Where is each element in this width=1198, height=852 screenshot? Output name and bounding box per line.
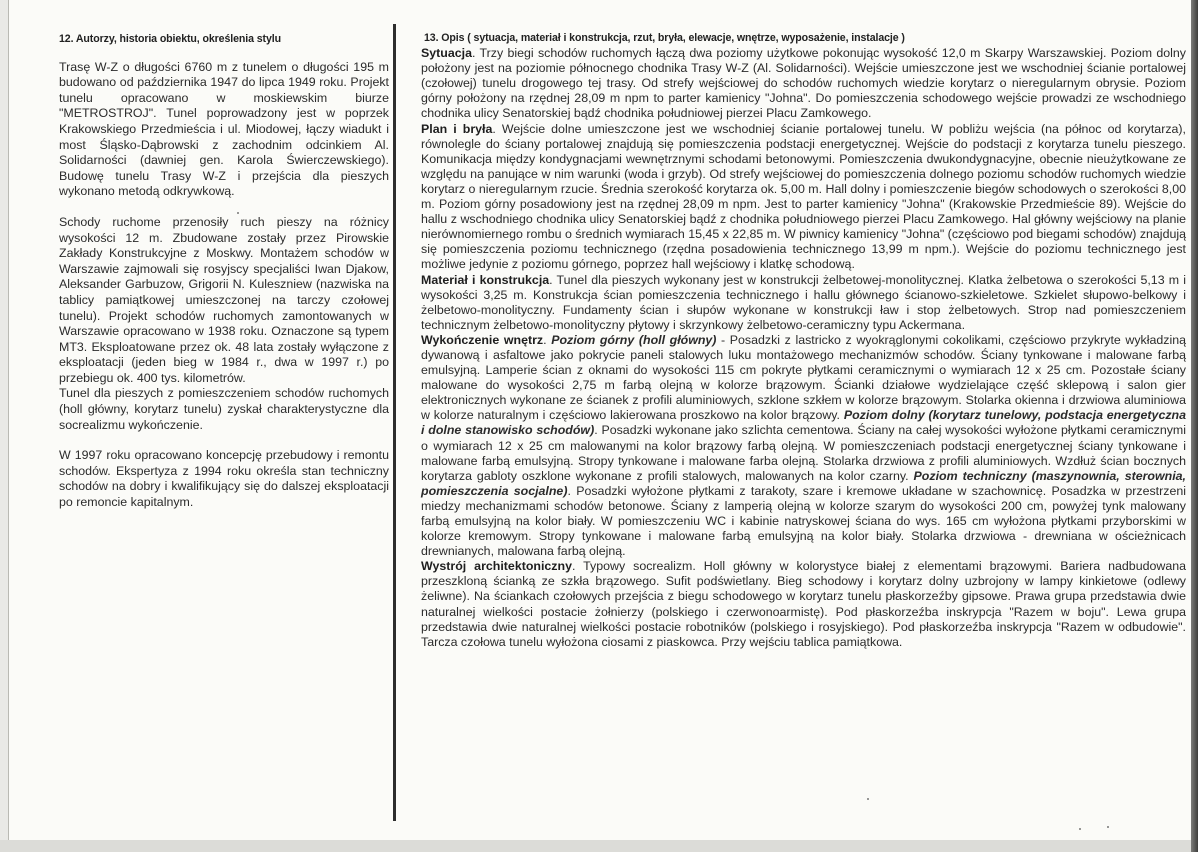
label-sytuacja: Sytuacja xyxy=(421,46,472,61)
label-plan: Plan i bryła xyxy=(421,121,493,136)
paragraph-sytuacja xyxy=(421,46,1186,121)
sublabel-poziom-techniczny: Poziom techniczny (maszynownia, sterownia, pomieszczenia socjalne) xyxy=(421,468,1186,498)
section-heading-12: 12. Autorzy, historia obiektu, określenia stylu xyxy=(59,33,281,45)
label-material: Materiał i konstrukcja xyxy=(421,272,550,287)
text-wykonczenie-4: . Posadzki wyłożone płytkami z tarakoty, szare i kremowe układane w szachownicę. Posadzka w przestrzeni miedzy mechanizmami schodów betonowe. Ściany z lamperią olejną w kolorze szarym do wysokości 200 cm, powyżej tynk malowany farbą emulsyjną na kolor biały. W pomieszczeniu WC i kabinie natryskowej ściana do wys. 165 cm wyłożona płytkami przyborskimi w kolorze kremowym. Stropy tynkowane i malowane farbą emulsyjną na kolor biały. Stolarka drzwiowa - drewniana w ościeżnicach drewnianych, malowana farbą olejną. xyxy=(421,483,1186,559)
section-heading-13: 13. Opis ( sytuacja, materiał i konstrukcja, rzut, bryła, elewacje, wnętrze, wyposażenie, instalacje ) xyxy=(424,32,905,44)
scan-speck xyxy=(1079,828,1081,830)
text-wykonczenie-2: - Posadzki z lastricko z wyokrąglonymi cokolikami, częściowo przykryte wykładziną dywanową i asfaltowe jako pokrycie paneli stalowych luku montażowego mechanizmów schodów. Ściany tynkowane i malowane farbą emulsyjną. Lamperie ścian z oknami do wysokości 115 cm pokryte płytkami ceramicznymi o wymiarach 12 x 25 cm. Pozostałe ściany malowane do wysokości 2,75 m farbą olejną w kolorze brązowym. Ścianki działowe wydzielające część sklepową i salon gier elektronicznych wykonane ze ścianek z profili aluminiowych, szklone szkłem w kolorze brązowym. Stolarka okienna i drzwiowa aluminiowa w kolorze naturalnym i częściowo lakierowana proszkowo na kolor brązowy. xyxy=(421,332,1186,423)
label-wystroj: Wystrój architektoniczny xyxy=(421,559,572,574)
text-wykonczenie-1: . xyxy=(543,332,552,347)
label-wykonczenie: Wykończenie wnętrz xyxy=(421,332,544,347)
scan-speck xyxy=(237,212,239,214)
paragraph-escalators: Schody ruchome przenosiły ruch pieszy na różnicy wysokości 12 m. Zbudowane zostały przez Pirowskie Zakłady Konstrukcyjne z Moskwy. Montażem schodów w Warszawie zajmowali się rosyjscy specjaliści Iwan Djakow, Aleksander Garbuzow, Grigorii N. Kuleszniew (nazwiska na tablicy pamiątkowej umieszczonej na tarczy czołowej tunelu). Projekt schodów ruchomych zamontowanych w Warszawie opracowano w 1938 roku. Oznaczone są typem MT3. Eksploatowane przez ok. 48 lata zostały wyłączone z eksploatacji (jeden bieg w 1984 r., dwa w 1997 r.) po przebiegu ok. 400 tys. kilometrów. xyxy=(59,214,389,385)
text-plan: . Wejście dolne umieszczone jest we wschodniej ścianie portalowej tunelu. W pobliżu wejścia (na północ od korytarza), równolegle do ściany portalowej znajdują się pomieszczenia podstacji energetycznej. Wejście do podstacji z korytarza tunelu pieszego. Komunikacja między kondygnacjami wewnętrznymi schodami betonowymi. Pomieszczenia dwukondygnacyjne, obecnie nieużytkowane ze względu na panujące w nim warunki (woda i grzyb). Od strefy wejściowej do pomieszczenia dolnego poziomu schodów ruchomych wiedzie korytarz o nieregularnym rzucie. Średnia szerokość korytarza ok. 5,00 m. Hall dolny i pomieszczenie biegów schodowych o szerokości 8,00 m. Poziom górny posadowiony jest na rzędnej 28,09 m npm. Jest to parter kamienicy "Johna" (Krakowskie Przedmieście 89). Wejście do hallu z wschodniego chodnika ulicy Senatorskiej bądź z chodnika południowego pierzei Placu Zamkowego. Hal główny wejściowy na planie nierównomiernego rombu o średnich wymiarach 15,45 x 22,85 m. W piwnicy kamienicy "Johna" (częściowo pod biegami schodów) znajdują się pomieszczenia poziomu technicznego (rzędna posadowienia technicznego 13,99 m npm.). Wejście do poziomu technicznego jest możliwe jedynie z poziomu górnego, poprzez hall wejściowy i klatkę schodową. xyxy=(421,121,1186,272)
section-description xyxy=(421,31,1186,650)
column-divider xyxy=(393,24,396,821)
sublabel-poziom-gorny: Poziom górny (holl główny) xyxy=(551,332,717,347)
text-material: . Tunel dla pieszych wykonany jest w konstrukcji żelbetowej-monolitycznej. Klatka żelbetowa o szerokości 5,13 m i wysokości 3,25 m. Konstrukcja ścian pomieszczenia technicznego i hallu głównego ścianowo-szkieletowe. Szkielet słupowo-belkowy i żelbetowo-monolityczny. Fundamenty ścian i słupów wykonane w konstrukcji ław i stop żelbetowych. Strop nad pomieszczeniem technicznym żelbetowo-monolityczny płytowy i skrzynkowy żelbetowo-ceramiczny typu Ackermana. xyxy=(421,272,1186,332)
page-bottom-edge xyxy=(0,840,1198,852)
paragraph-history: Trasę W-Z o długości 6760 m z tunelem o długości 195 m budowano od października 1947 do lipca 1949 roku. Projekt tunelu opracowano w moskiewskim biurze "METROSTROJ". Tunel poprowadzony jest w poprzek Krakowskiego Przedmieścia i ul. Miodowej, łączy wiadukt i most Śląsko-Dąbrowski z zachodnim odcinkiem Al. Solidarności (dawniej gen. Karola Świerczewskiego). Budowę tunelu Trasy W-Z i przejścia dla pieszych wykonano metodą odkrywkową. xyxy=(59,59,389,199)
paragraph-wystroj xyxy=(421,559,1186,650)
paragraph-renovation: W 1997 roku opracowano koncepcję przebudowy i remontu schodów. Ekspertyza z 1994 roku określa stan techniczny schodów na dobry i kwalifikujący się do dalszej eksploatacji po remoncie kapitalnym. xyxy=(59,448,389,510)
scan-speck xyxy=(1107,826,1109,828)
paragraph-plan xyxy=(421,122,1186,273)
sublabel-poziom-dolny: Poziom dolny (korytarz tunelowy, podstacja energetyczna i dolne stanowisko schodów) xyxy=(421,408,1186,438)
page-right-edge xyxy=(1191,0,1198,852)
paragraph-tunnel-finish: Tunel dla pieszych z pomieszczeniem schodów ruchomych (holl główny, korytarz tunelu) zyskał charakterystyczne dla socrealizmu wykończenie. xyxy=(59,386,389,432)
text-wystroj: . Typowy socrealizm. Holl główny w kolorystyce białej z elementami brązowymi. Bariera nadbudowana przeszkloną ścianką ze szkła brązowego. Sufit podświetlany. Bieg schodowy i korytarz dolny uzbrojony w lampy kinkietowe (odlewy żeliwne). Na ściankach czołowych przejścia z biegu schodowego w korytarz tunelu płaskorzeźby gipsowe. Prawa grupa przedstawia dwie naturalnej wielkości postacie żołnierzy (polskiego i czerwonoarmistę). Pod płaskorzeźba inskrypcja "Razem w boju". Lewa grupa przedstawia dwie naturalnej wielkości postacie robotników (polskiego i rosyjskiego). Pod płaskorzeźba inskrypcja "Razem w odbudowie". Tarcza czołowa tunelu wyłożona ciosami z piaskowca. Przy wejściu tablica pamiątkowa. xyxy=(421,559,1186,649)
paragraph-material xyxy=(421,273,1186,333)
text-wykonczenie-3: . Posadzki wykonane jako szlichta cementowa. Ściany na całej wysokości wyłożone płytkami ceramicznymi o wymiarach 12 x 25 cm malowanymi na kolor brązowy farbą olejną. W pomieszczeniach podstacji energetycznej ściany tynkowane i malowane farbą emulsyjną. Stropy tynkowane i malowane farba olejną. Stolarka drzwiowa z profili aluminiowych. Wzdłuż ścian bocznych korytarza gabloty oszklone wykonane z profili stalowych, malowanych na kolor czarny. xyxy=(421,423,1186,483)
section-authors-history xyxy=(59,32,389,526)
document-page xyxy=(8,0,1191,841)
paragraph-wykonczenie xyxy=(421,333,1186,559)
scan-speck xyxy=(867,798,869,800)
text-sytuacja: . Trzy biegi schodów ruchomych łączą dwa poziomy użytkowe pokonując wysokość 12,0 m Skarpy Warszawskiej. Poziom dolny położony jest na poziomie północnego chodnika Trasy W-Z (Al. Solidarności). Wejście umieszczone jest we wschodniej ścianie portalowej (czołowej) tunelu drogowego tej trasy. Od strefy wejściowej do schodów ruchomych wiedzie korytarz o nieregularnym obrysie. Poziom górny położony na rzędnej 28,09 m npm to parter kamienicy "Johna". Do pomieszczenia schodowego wejście prowadzi ze wschodniego chodnika ulicy Senatorskiej bądź chodnika południowej pierzei Placu Zamkowego. xyxy=(421,46,1186,121)
